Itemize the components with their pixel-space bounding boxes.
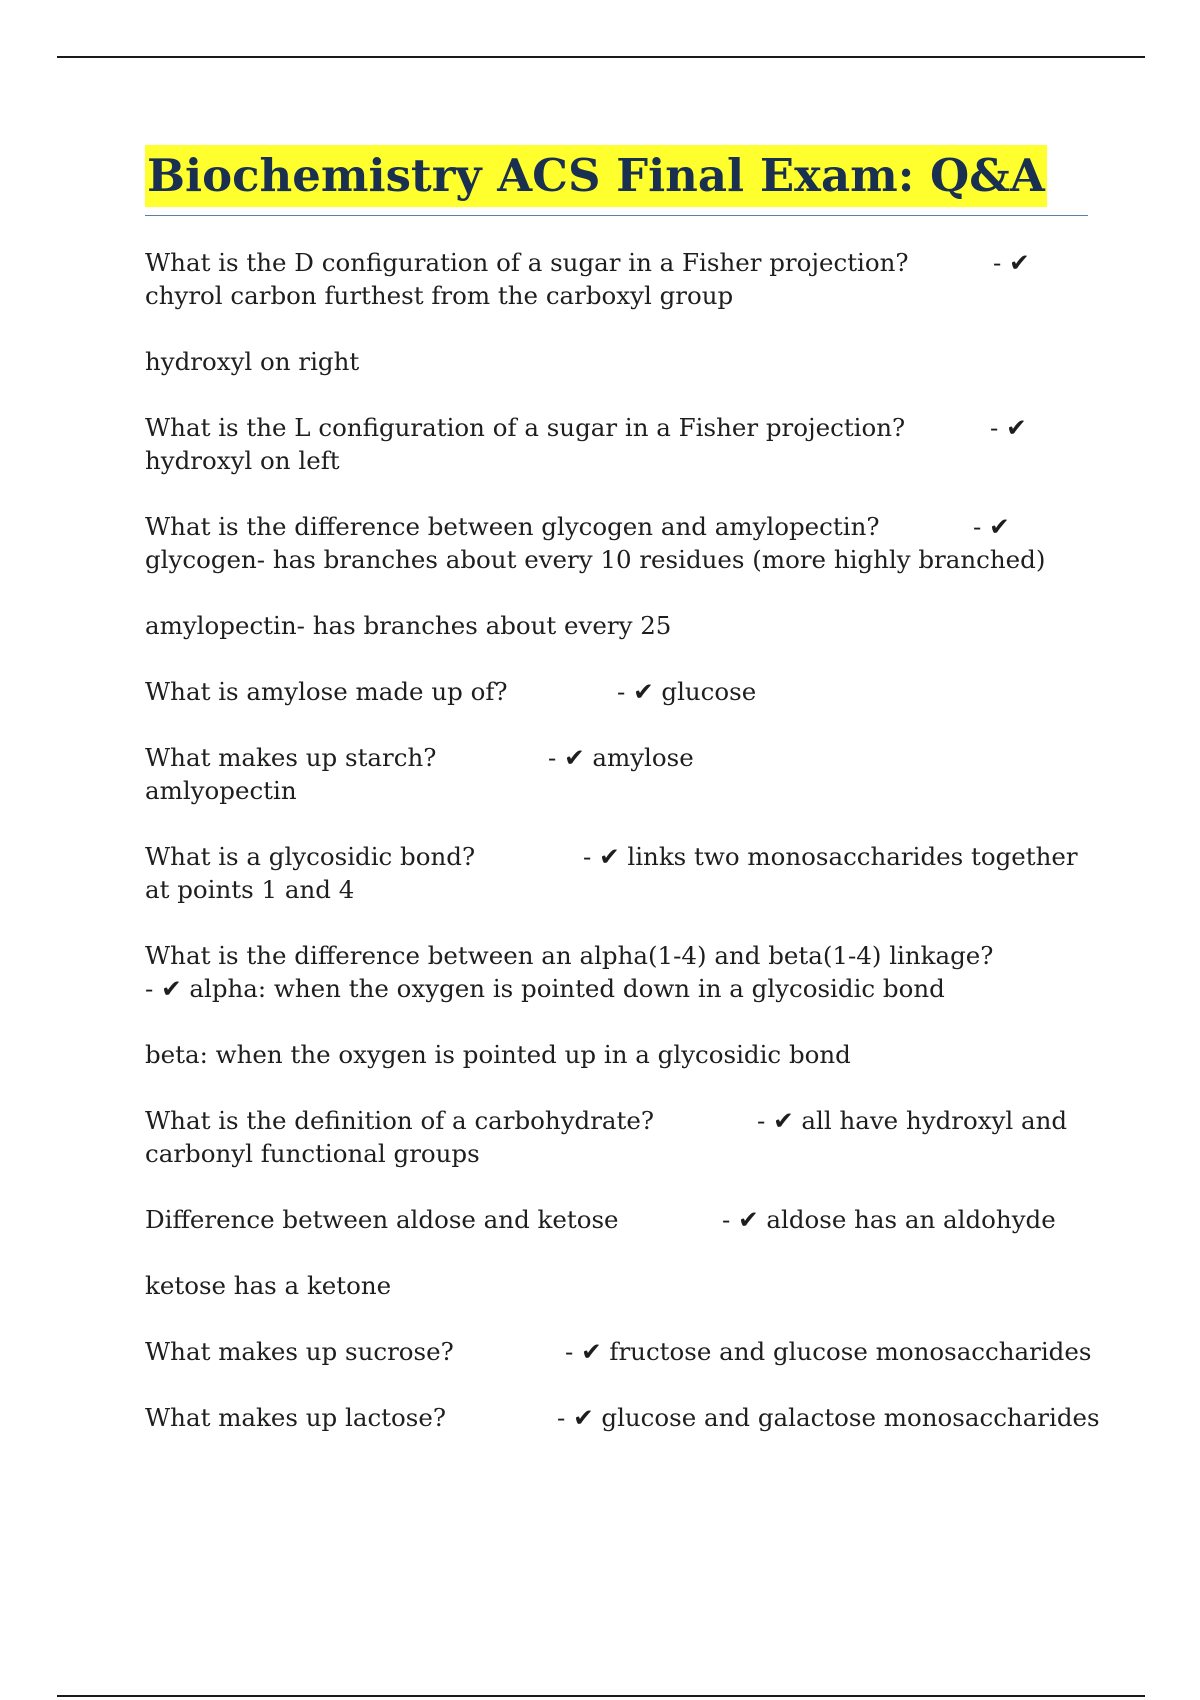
qa-item xyxy=(145,675,1095,708)
top-rule xyxy=(57,56,1145,58)
answer-marker: - ✔ xyxy=(993,248,1030,277)
answer-text: chyrol carbon furthest from the carboxyl group xyxy=(145,281,734,310)
answer-text: glycogen- has branches about every 10 residues (more highly branched) xyxy=(145,545,1046,574)
question-text: What is a glycosidic bond? xyxy=(145,842,476,871)
qa-content xyxy=(145,246,1100,1467)
bottom-rule xyxy=(57,1695,1145,1697)
answer-text: - ✔ fructose and glucose monosaccharides xyxy=(565,1337,1092,1366)
qa-item xyxy=(145,1401,1100,1434)
qa-item xyxy=(145,1335,1095,1368)
answer-text: - ✔ glucose xyxy=(617,677,757,706)
answer-continuation: at points 1 and 4 xyxy=(145,875,355,904)
answer-text: hydroxyl on left xyxy=(145,446,340,475)
question-text: What makes up sucrose? xyxy=(145,1337,454,1366)
qa-item xyxy=(145,510,1095,576)
question-text: What is amylose made up of? xyxy=(145,677,508,706)
question-text: What is the difference between an alpha(1-4) and beta(1-4) linkage? xyxy=(145,941,994,970)
question-text: What makes up starch? xyxy=(145,743,437,772)
qa-item xyxy=(145,1203,1095,1236)
question-text: What is the L configuration of a sugar in a Fisher projection? xyxy=(145,413,906,442)
qa-item xyxy=(145,246,1095,312)
page-title: Biochemistry ACS Final Exam: Q&A xyxy=(145,145,1047,207)
answer-paragraph: ketose has a ketone xyxy=(145,1271,392,1300)
answer-continuation: amlyopectin xyxy=(145,776,297,805)
answer-text: - ✔ all have hydroxyl and xyxy=(757,1106,1068,1135)
qa-item xyxy=(145,939,1095,1005)
answer-paragraph: beta: when the oxygen is pointed up in a glycosidic bond xyxy=(145,1040,851,1069)
qa-item xyxy=(145,1104,1095,1170)
answer-continuation: carbonyl functional groups xyxy=(145,1139,480,1168)
answer-text: - ✔ amylose xyxy=(548,743,694,772)
question-text: What is the definition of a carbohydrate? xyxy=(145,1106,655,1135)
qa-item xyxy=(145,840,1095,906)
answer-paragraph: amylopectin- has branches about every 25 xyxy=(145,611,672,640)
question-text: What is the D configuration of a sugar in a Fisher projection? xyxy=(145,248,909,277)
answer-text: - ✔ links two monosaccharides together xyxy=(583,842,1078,871)
qa-item xyxy=(145,741,1095,807)
qa-item xyxy=(145,411,1095,477)
answer-marker: - ✔ xyxy=(990,413,1027,442)
title-block xyxy=(145,145,1088,216)
answer-text: - ✔ aldose has an aldohyde xyxy=(722,1205,1056,1234)
question-text: What is the difference between glycogen and amylopectin? xyxy=(145,512,880,541)
answer-marker: - ✔ xyxy=(973,512,1010,541)
question-text: Difference between aldose and ketose xyxy=(145,1205,619,1234)
answer-paragraph: hydroxyl on right xyxy=(145,347,360,376)
question-text: What makes up lactose? xyxy=(145,1403,446,1432)
answer-text: - ✔ glucose and galactose monosaccharides xyxy=(557,1403,1100,1432)
answer-text: - ✔ alpha: when the oxygen is pointed down in a glycosidic bond xyxy=(145,974,945,1003)
